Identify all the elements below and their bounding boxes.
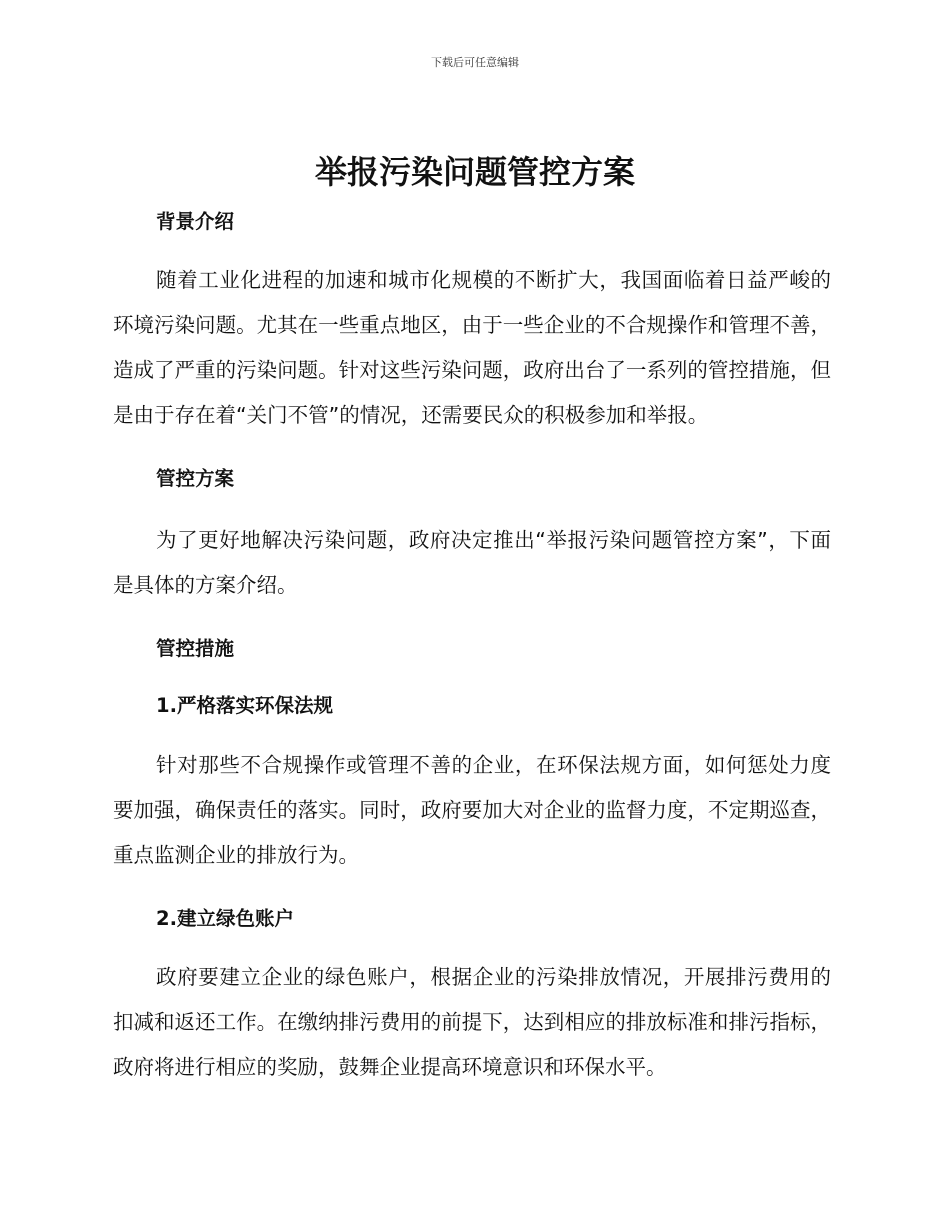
paragraph-measure-1: 针对那些不合规操作或管理不善的企业，在环保法规方面，如何惩处力度要加强，确保责任的落实。同时，政府要加大对企业的监督力度，不定期巡查，重点监测企业的排放行为。 <box>113 753 831 867</box>
section-heading-measure-2: 2.建立绿色账户 <box>156 907 294 930</box>
document-body <box>113 204 831 1090</box>
document-title: 举报污染问题管控方案 <box>314 153 635 191</box>
paragraph-background: 随着工业化进程的加速和城市化规模的不断扩大，我国面临着日益严峻的环境污染问题。尤其在一些重点地区，由于一些企业的不合规操作和管理不善，造成了严重的污染问题。针对这些污染问题，政府出台了一系列的管控措施，但是由于存在着“关门不管”的情况，还需要民众的积极参加和举报。 <box>113 268 831 427</box>
section-heading-background: 背景介绍 <box>156 210 235 233</box>
paragraph-plan: 为了更好地解决污染问题，政府决定推出“举报污染问题管控方案”，下面是具体的方案介绍。 <box>113 528 831 597</box>
header-note: 下载后可任意编辑 <box>431 56 519 69</box>
section-heading-plan: 管控方案 <box>156 467 235 490</box>
section-heading-measures: 管控措施 <box>156 637 235 660</box>
section-heading-measure-1: 1.严格落实环保法规 <box>156 694 333 717</box>
paragraph-measure-2: 政府要建立企业的绿色账户，根据企业的污染排放情况，开展排污费用的扣减和返还工作。在缴纳排污费用的前提下，达到相应的排放标准和排污指标，政府将进行相应的奖励，鼓舞企业提高环境意识和环保水平。 <box>113 965 831 1079</box>
